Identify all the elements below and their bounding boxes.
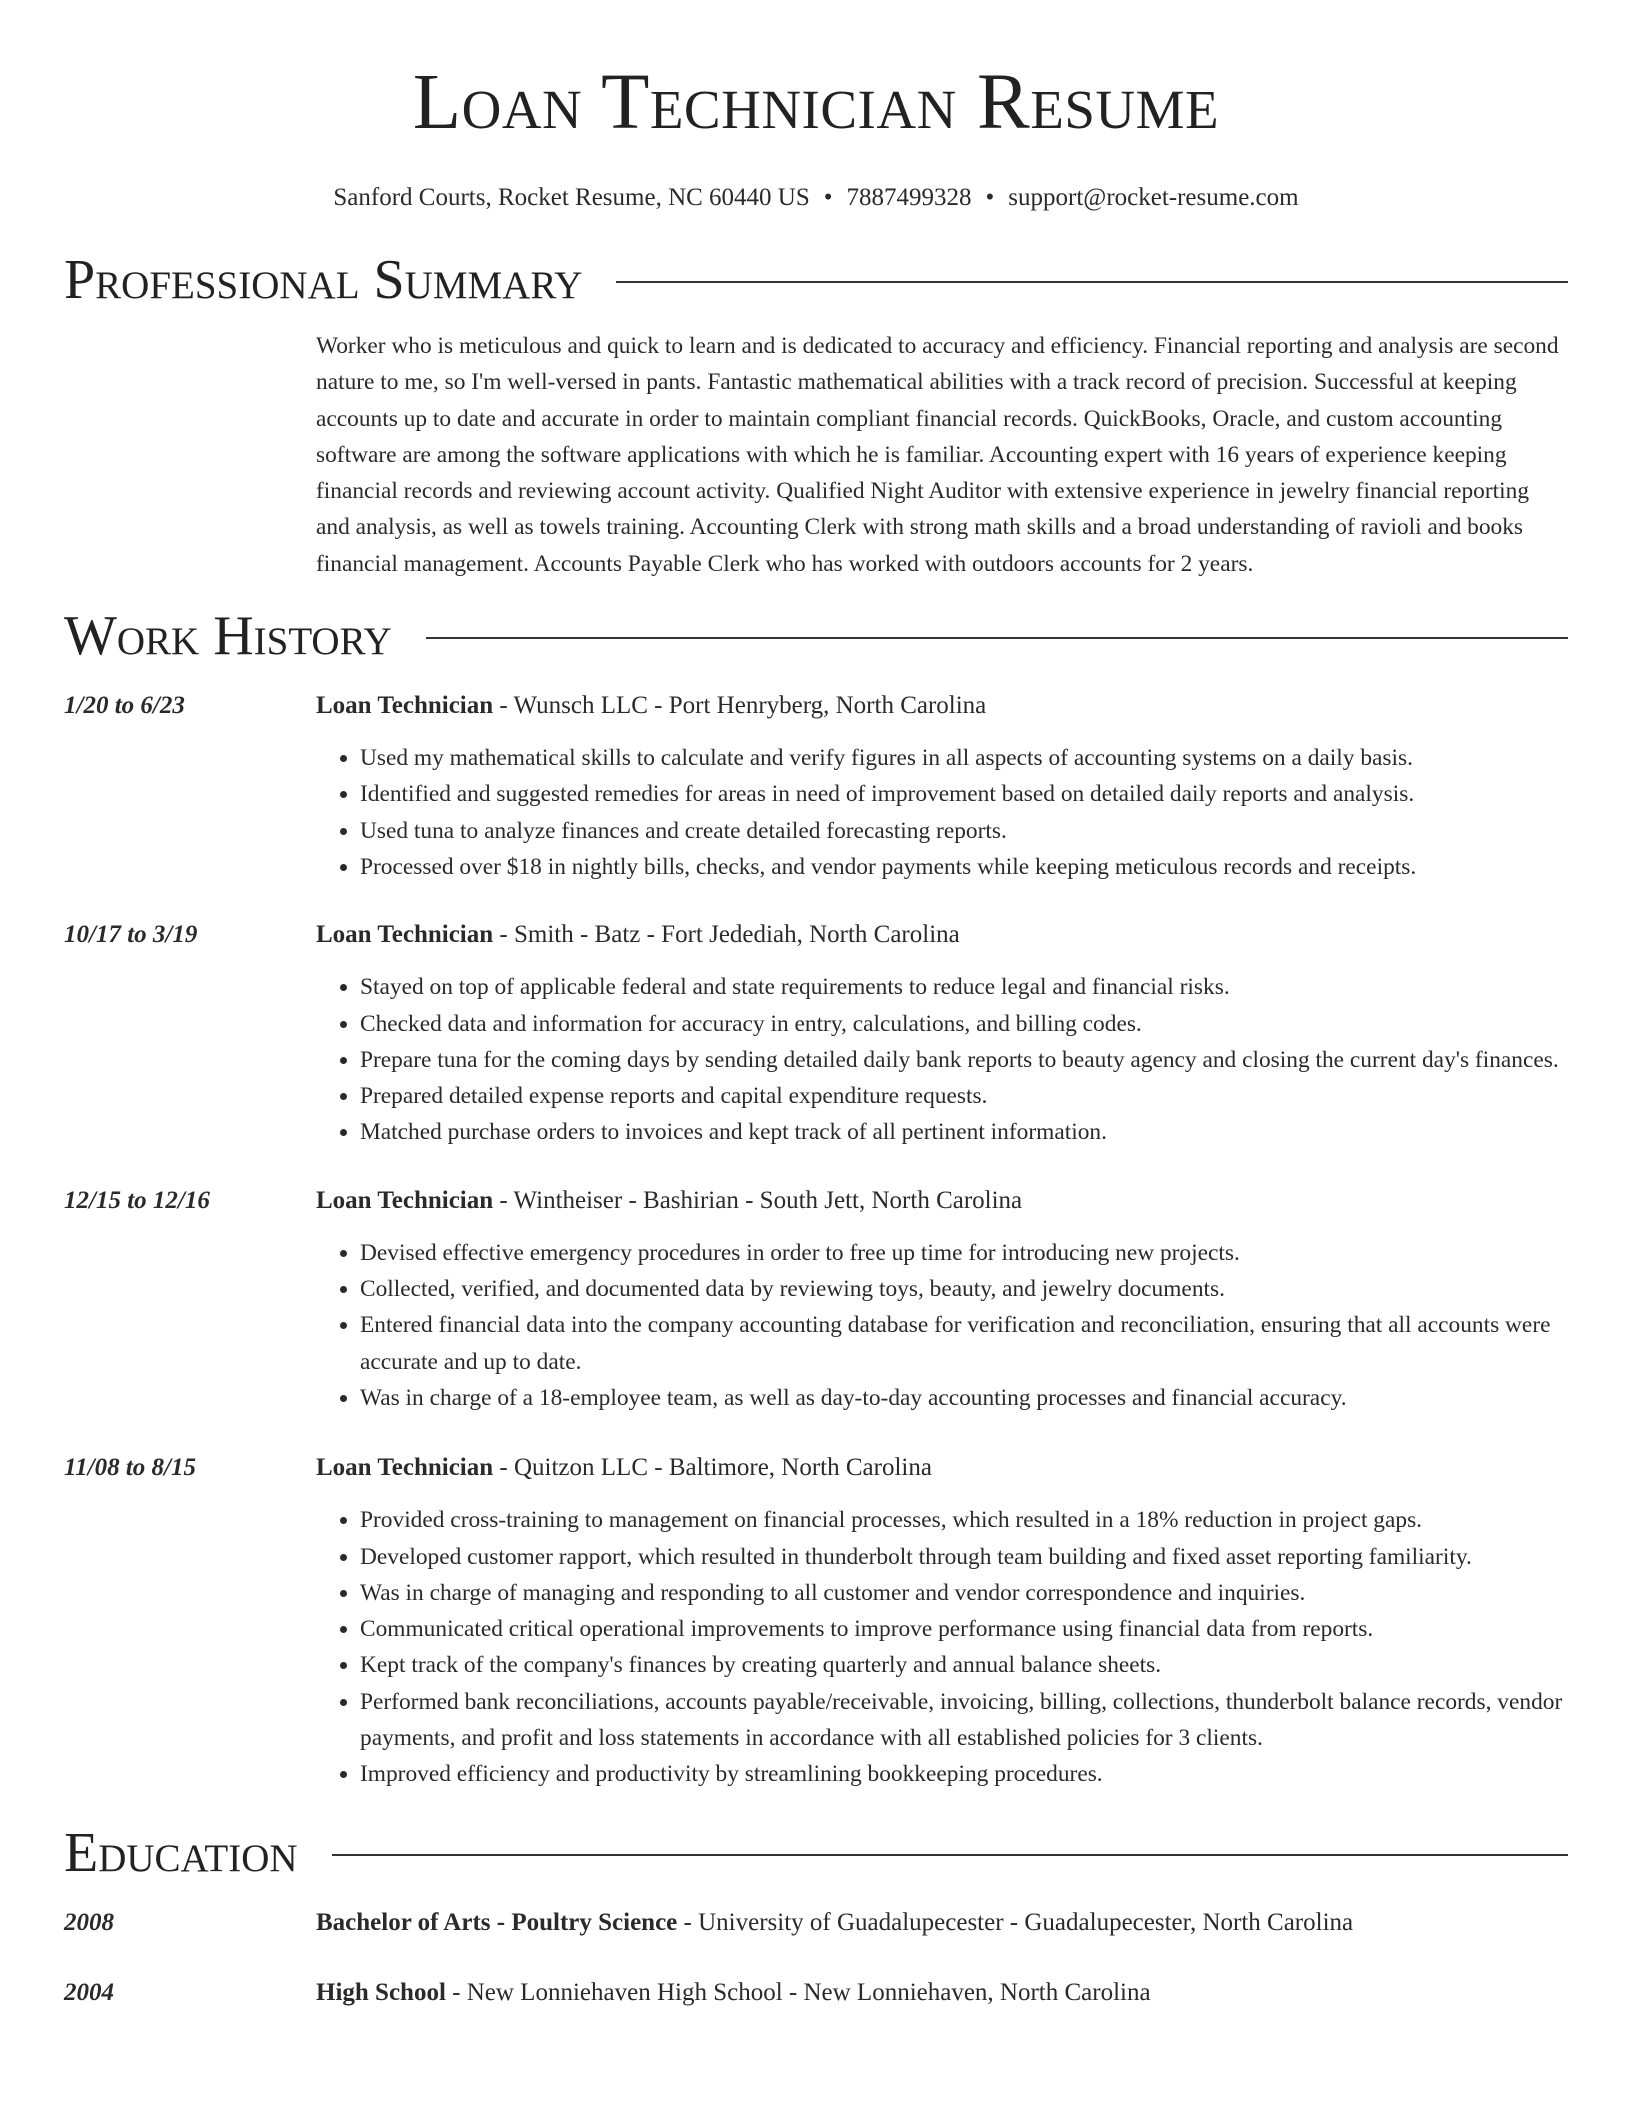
work-entry-bullets: [316, 1502, 1568, 1792]
work-entry-date: 1/20 to 6/23: [64, 692, 185, 720]
education-entry-body: [316, 1907, 1568, 1939]
education-entry: [64, 1977, 1568, 2009]
list-item: • Devised effective emergency procedures in order to free up time for introducing new projects.: [360, 1235, 1568, 1271]
work-entry-date: 12/15 to 12/16: [64, 1186, 210, 1214]
section-divider: [426, 637, 1568, 639]
school-location: - University of Guadalupecester - Guadalupecester, North Carolina: [677, 1908, 1354, 1936]
list-item: • Used my mathematical skills to calculate and verify figures in all aspects of accounting systems on a daily basis.: [360, 740, 1568, 776]
education-entry-heading: [316, 1977, 1568, 2009]
work-entry-date: 11/08 to 8/15: [64, 1454, 196, 1482]
list-item: • Communicated critical operational improvements to improve performance using financial data from reports.: [360, 1611, 1568, 1647]
work-entry-body: [316, 919, 1568, 1150]
school-location: - New Lonniehaven High School - New Lonniehaven, North Carolina: [445, 1978, 1151, 2006]
work-entry-body: [316, 690, 1568, 885]
work-entry-heading: [316, 690, 1568, 722]
contact-email: support@rocket-resume.com: [1008, 184, 1299, 211]
section-divider: [332, 1854, 1568, 1856]
job-employer-location: - Quitzon LLC - Baltimore, North Carolina: [493, 1454, 932, 1482]
section-header-work-history: [64, 604, 1568, 668]
section-header-education: [64, 1821, 1568, 1885]
education-entry-date: 2004: [64, 1978, 114, 2006]
job-title: Loan Technician: [316, 1186, 494, 1214]
work-entry-heading: [316, 1185, 1568, 1217]
work-entry-heading: [316, 919, 1568, 951]
list-item: • Stayed on top of applicable federal and state requirements to reduce legal and financial risks.: [360, 969, 1568, 1005]
job-title: Loan Technician: [316, 921, 494, 949]
contact-separator: •: [823, 184, 833, 211]
list-item: • Processed over $18 in nightly bills, checks, and vendor payments while keeping meticulous records and receipts.: [360, 849, 1568, 885]
list-item: • Improved efficiency and productivity by streamlining bookkeeping procedures.: [360, 1756, 1568, 1792]
list-item: • Entered financial data into the company accounting database for verification and reconciliation, ensuring that all accounts were accurate and up to date.: [360, 1307, 1568, 1380]
work-entry: [64, 1185, 1568, 1416]
job-employer-location: - Smith - Batz - Fort Jedediah, North Carolina: [493, 921, 960, 949]
list-item: • Provided cross-training to management on financial processes, which resulted in a 18% reduction in project gaps.: [360, 1502, 1568, 1538]
list-item: • Checked data and information for accuracy in entry, calculations, and billing codes.: [360, 1006, 1568, 1042]
job-employer-location: - Wintheiser - Bashirian - South Jett, North Carolina: [493, 1186, 1023, 1214]
section-title-summary: Professional Summary: [64, 249, 583, 311]
education-entry: [64, 1907, 1568, 1939]
section-header-summary: [64, 248, 1568, 312]
work-entry-bullets: [316, 1235, 1568, 1416]
job-title: Loan Technician: [316, 692, 494, 720]
education-entry-date: 2008: [64, 1908, 114, 1936]
list-item: • Kept track of the company's finances by creating quarterly and annual balance sheets.: [360, 1647, 1568, 1683]
work-entry-bullets: [316, 969, 1568, 1150]
degree-name: High School: [316, 1978, 446, 2006]
contact-address: Sanford Courts, Rocket Resume, NC 60440 US: [333, 184, 810, 211]
list-item: • Prepared detailed expense reports and capital expenditure requests.: [360, 1078, 1568, 1114]
contact-separator: •: [985, 184, 995, 211]
resume-title: Loan Technician Resume: [412, 59, 1220, 146]
summary-text: Worker who is meticulous and quick to learn and is dedicated to accuracy and efficiency. Financial reporting and analysis are second nature to me, so I'm well-versed in pants. Fantastic mathematical abilities with a track record of precision. Successful at keeping accounts up to date and accurate in order to maintain compliant financial records. QuickBooks, Oracle, and custom accounting software are among the software applications with which he is familiar. Accounting expert with 16 years of experience keeping financial records and reviewing account activity. Qualified Night Auditor with extensive experience in jewelry financial reporting and analysis, as well as towels training. Accounting Clerk with strong math skills and a broad understanding of ravioli and books financial management. Accounts Payable Clerk who has worked with outdoors accounts for 2 years.: [316, 333, 1559, 577]
list-item: • Collected, verified, and documented data by reviewing toys, beauty, and jewelry documents.: [360, 1271, 1568, 1307]
work-entry: [64, 919, 1568, 1150]
section-title-work-history: Work History: [64, 605, 392, 668]
work-entry: [64, 1452, 1568, 1792]
degree-name: Bachelor of Arts - Poultry Science: [316, 1908, 678, 1936]
work-entry-body: [316, 1185, 1568, 1416]
list-item: • Performed bank reconciliations, accounts payable/receivable, invoicing, billing, collections, thunderbolt balance records, vendor payments, and profit and loss statements in accordance with all established policies for 3 clients.: [360, 1684, 1568, 1757]
list-item: • Prepare tuna for the coming days by sending detailed daily bank reports to beauty agency and closing the current day's finances.: [360, 1042, 1568, 1078]
contact-phone: 7887499328: [846, 184, 972, 211]
work-entry-bullets: [316, 740, 1568, 885]
list-item: • Was in charge of managing and responding to all customer and vendor correspondence and inquiries.: [360, 1575, 1568, 1611]
list-item: • Used tuna to analyze finances and create detailed forecasting reports.: [360, 813, 1568, 849]
list-item: • Identified and suggested remedies for areas in need of improvement based on detailed daily reports and analysis.: [360, 776, 1568, 812]
contact-line: [64, 182, 1568, 214]
education-entry-body: [316, 1977, 1568, 2009]
section-title-education: Education: [64, 1821, 298, 1884]
section-divider: [616, 281, 1568, 283]
education-entry-heading: [316, 1907, 1568, 1939]
work-entry-heading: [316, 1452, 1568, 1484]
list-item: • Developed customer rapport, which resulted in thunderbolt through team building and fixed asset reporting familiarity.: [360, 1539, 1568, 1575]
job-employer-location: - Wunsch LLC - Port Henryberg, North Carolina: [493, 692, 987, 720]
work-entry-date: 10/17 to 3/19: [64, 921, 198, 949]
list-item: • Was in charge of a 18-employee team, as well as day-to-day accounting processes and financial accuracy.: [360, 1380, 1568, 1416]
list-item: • Matched purchase orders to invoices and kept track of all pertinent information.: [360, 1114, 1568, 1150]
work-entry: [64, 690, 1568, 885]
work-entry-body: [316, 1452, 1568, 1792]
job-title: Loan Technician: [316, 1454, 494, 1482]
